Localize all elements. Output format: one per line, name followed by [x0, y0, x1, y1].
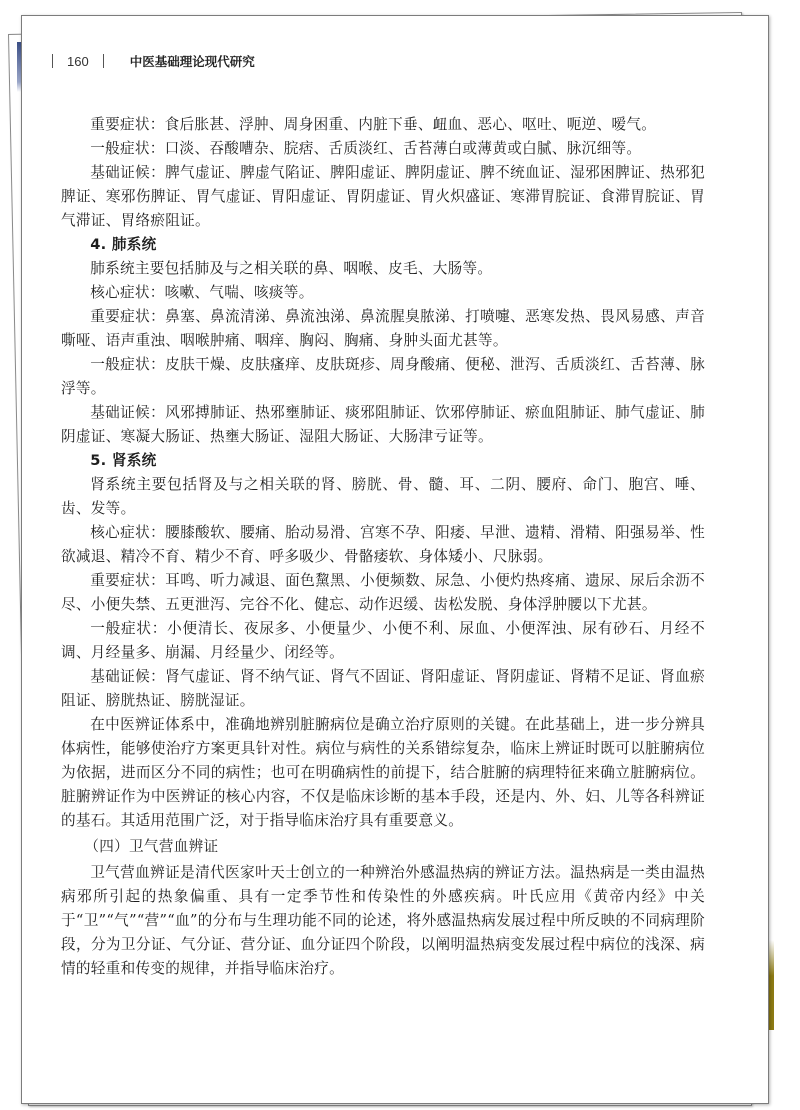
paragraph-summary: 在中医辨证体系中，准确地辨别脏腑病位是确立治疗原则的关键。在此基础上，进一步分辨具体病性，能够使治疗方案更具针对性。病位与病性的关系错综复杂，临床上辨证时既可以脏腑病位为依据，进而区分不同的病性；也可在明确病性的前提下，结合脏腑的病理特征来确立脏腑病位。脏腑辨证作为中医辨证的核心内容，不仅是临床诊断的基本手段，还是内、外、妇、儿等各科辨证的基石。其适用范围广泛，对于指导临床治疗具有重要意义。: [61, 716, 705, 829]
paragraph-kidney-general-symptoms: 一般症状：小便清长、夜尿多、小便量少、小便不利、尿血、小便浑浊、尿有砂石、月经不调、月经量多、崩漏、月经量少、闭经等。: [61, 620, 705, 661]
paragraph-lung-intro: 肺系统主要包括肺及与之相关联的鼻、咽喉、皮毛、大肠等。: [90, 260, 493, 277]
paragraph-kidney-core-symptoms: 核心症状：腰膝酸软、腰痛、胎动易滑、宫寒不孕、阳痿、早泄、遗精、滑精、阳强易举、性欲减退、精冷不育、精少不育、呼多吸少、骨骼痿软、身体矮小、尺脉弱。: [61, 524, 705, 565]
paragraph-lung-important-symptoms: 重要症状：鼻塞、鼻流清涕、鼻流浊涕、鼻流腥臭脓涕、打喷嚏、恶寒发热、畏风易感、声音嘶哑、语声重浊、咽喉肿痛、咽痒、胸闷、胸痛、身肿头面尤甚等。: [61, 308, 705, 349]
paragraph-kidney-important-symptoms: 重要症状：耳鸣、听力减退、面色黧黑、小便频数、尿急、小便灼热疼痛、遗尿、尿后余沥不尽、小便失禁、五更泄泻、完谷不化、健忘、动作迟缓、齿松发脱、身体浮肿腰以下尤甚。: [61, 572, 705, 613]
section-heading-lung: 4. 肺系统: [90, 236, 157, 253]
paragraph-wei-qi-ying-xue: 卫气营血辨证是清代医家叶天士创立的一种辨治外感温热病的辨证方法。温热病是一类由温热病邪所引起的热象偏重、具有一定季节性和传染性的外感疾病。叶氏应用《黄帝内经》中关于“卫”“气”“营”“血”的分布与生理功能不同的论述，将外感温热病发展过程中所反映的不同病理阶段，分为卫分证、气分证、营分证、血分证四个阶段，以阐明温热病变发展过程中病位的浅深、病情的轻重和传变的规律，并指导临床治疗。: [61, 864, 705, 977]
header-divider: [52, 54, 53, 68]
paragraph-kidney-basic-syndromes: 基础证候：肾气虚证、肾不纳气证、肾气不固证、肾阳虚证、肾阴虚证、肾精不足证、肾血瘀阻证、膀胱热证、膀胱湿证。: [61, 668, 705, 709]
paragraph-kidney-intro: 肾系统主要包括肾及与之相关联的肾、膀胱、骨、髓、耳、二阴、腰府、命门、胞宫、唾、齿、发等。: [61, 476, 705, 517]
section-heading-kidney: 5. 肾系统: [90, 452, 157, 469]
header-divider: [103, 54, 104, 68]
body-text: [61, 113, 705, 981]
paragraph-lung-core-symptoms: 核心症状：咳嗽、气喘、咳痰等。: [90, 284, 314, 301]
page-number: 160: [67, 53, 89, 69]
book-title: 中医基础理论现代研究: [129, 55, 255, 69]
section-heading-wei-qi-ying-xue: （四）卫气营血辨证: [84, 838, 219, 855]
paragraph-spleen-basic-syndromes: 基础证候：脾气虚证、脾虚气陷证、脾阳虚证、脾阴虚证、脾不统血证、湿邪困脾证、热邪犯脾证、寒邪伤脾证、胃气虚证、胃阳虚证、胃阴虚证、胃火炽盛证、寒滞胃脘证、食滞胃脘证、胃气滞证、胃络瘀阻证。: [61, 164, 705, 229]
paragraph-spleen-general-symptoms: 一般症状：口淡、吞酸嘈杂、脘痞、舌质淡红、舌苔薄白或薄黄或白腻、脉沉细等。: [90, 140, 642, 157]
paragraph-lung-general-symptoms: 一般症状：皮肤干燥、皮肤瘙痒、皮肤斑疹、周身酸痛、便秘、泄泻、舌质淡红、舌苔薄、脉浮等。: [61, 356, 705, 397]
paragraph-lung-basic-syndromes: 基础证候：风邪搏肺证、热邪壅肺证、痰邪阻肺证、饮邪停肺证、瘀血阻肺证、肺气虚证、肺阴虚证、寒凝大肠证、热壅大肠证、湿阻大肠证、大肠津亏证等。: [61, 404, 705, 445]
running-header: [52, 51, 255, 71]
paragraph-spleen-important-symptoms: 重要症状：食后胀甚、浮肿、周身困重、内脏下垂、衄血、恶心、呕吐、呃逆、嗳气。: [90, 116, 657, 133]
